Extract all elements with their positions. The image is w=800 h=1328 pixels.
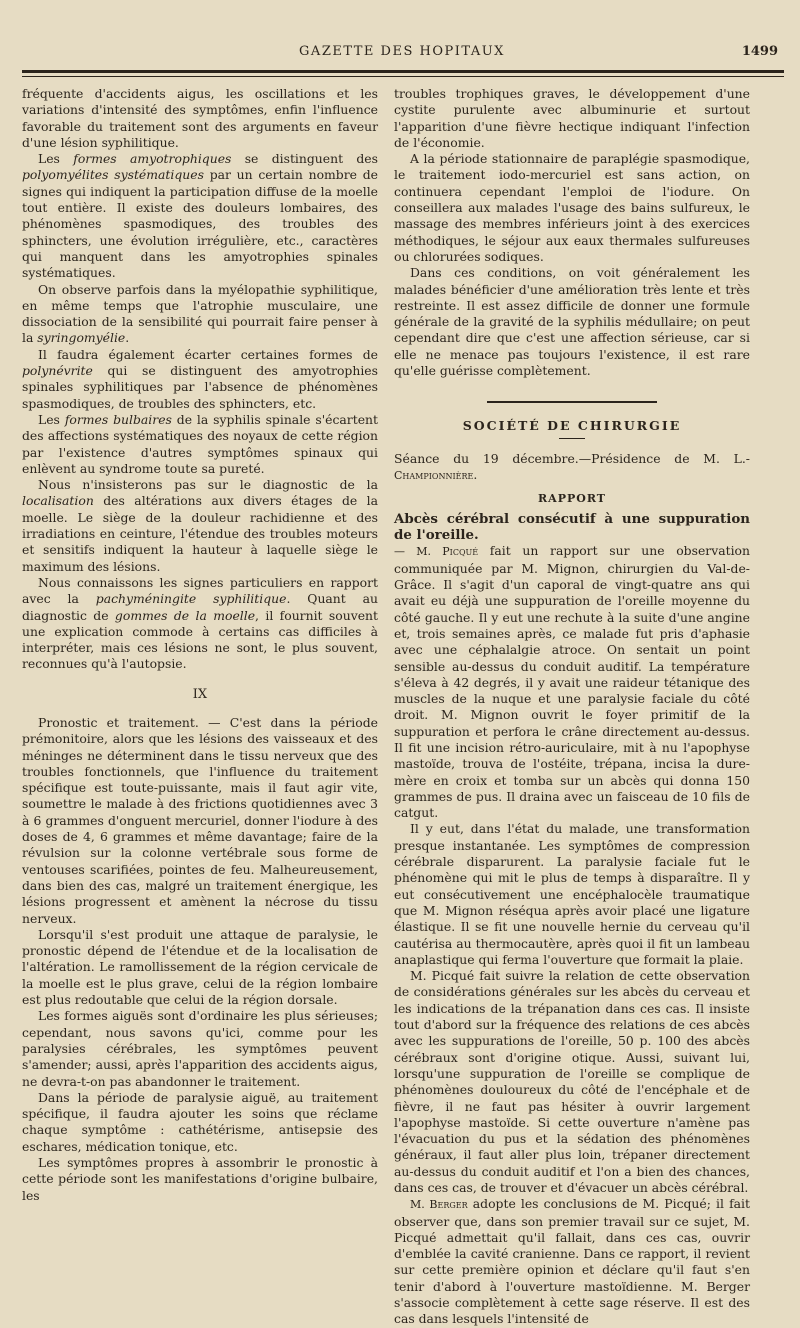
paragraph [22,151,378,281]
text-run: Séance du 19 décembre.—Présidence de M. L.- [394,450,750,466]
speaker-name: M. Berger [410,1198,468,1212]
text-run: Nous connaissons les signes particuliers en rapport avec la [22,574,378,607]
paragraph: troubles trophiques graves, le développement d'une cystite purulente avec albuminurie et surtout l'apparition d'une fièvre hectique indiquant l'infection de l'économie. [394,86,750,150]
italic-term: formes bulbaires [64,411,172,427]
paragraph: M. Picqué fait suivre la relation de cette observation de considérations générales sur les abcès du cerveau et les indications de la trépanation dans ces cas. Il insiste tout d'abord sur la fréquence des relations de ces abcès avec les suppurations de l'oreille, 50 p. 100 des abcès cérébraux sont d'origine otique. Aussi, suivant lui, lorsqu'une suppuration de l'oreille se complique de phénomènes douloureux du côté de l'encéphale et de fièvre, il ne faut pas hésiter à ouvrir largement l'apophyse mastoïde. Si cette ouverture n'amène pas l'évacuation du pus et la sédation des phénomènes généraux, il faut aller plus loin, trépaner directement au-dessus du conduit auditif et l'on a bien des chances, dans ces cas, de trouver et d'évacuer un abcès cérébral. [394,968,750,1195]
page-header [22,42,782,64]
text-run: , il fournit souvent une explication commode à certains cas difficiles à interpréter, mais ces lésions ne sont, le plus souvent, reconnues qu'à l'autopsie. [22,607,378,672]
paragraph [22,477,378,575]
text-run: des altérations aux divers étages de la moelle. Le siège de la douleur rachidienne et des irradiations en ceinture, l'étendue des troubles moteurs et sensitifs indiquent la hauteur à laquelle siège le maximum des lésions. [22,493,378,574]
paragraph [394,1196,750,1327]
paragraph: Lorsqu'il s'est produit une attaque de paralysie, le pronostic dépend de l'étendue et de la localisation de l'altération. Le ramollissement de la région cervicale de la moelle est le plus grave, celui de la région lombaire est plus redoutable que celui de la région dorsale. [22,926,378,1008]
text-run: par un certain nombre de signes qui indiquent la participation diffuse de la moelle tout entière. Il existe des douleurs lombaires, des phénomènes spasmodiques, des troubles des sphincters, une évolution irrégulière, etc., caractères qui manquent dans les amyotrophies spinales systématiques. [22,167,378,281]
short-rule [559,438,585,439]
paragraph [22,347,378,412]
paragraph: Il y eut, dans l'état du malade, une transformation presque instantanée. Les symptômes de compression cérébrale disparurent. La paralysie faciale fut le phénomène qui mit le plus de temps à disparaître. Il y eut consécutivement une encéphalocèle traumatique que M. Mignon réséqua après avoir placé une ligature élastique. Il se fit une nouvelle hernie du cerveau qu'il cautérisa au thermocautère, après quoi il fit un lambeau anaplastique qui ferma l'ouverture que formait la plaie. [394,821,750,967]
separator-bar [487,401,657,403]
text-run: fait un rapport sur une observation communiquée par M. Mignon, chirurgien du Val-de-Grâce. Il s'agit d'un caporal de vingt-quatre ans qui avait eu déjà une suppuration de l'oreille moyenne du côté gauche. Il y eut une rechute à la suite d'une angine et, trois semaines après, ce malade fut pris d'aphasie avec une céphalalgie atroce. On sentait un point sensible au-dessus du conduit auditif. La température s'éleva à 42 degrés, il y avait une raideur tétanique des muscles de la nuque et une paralysie faciale du côté droit. M. Mignon ouvrit le foyer primitif de la suppuration et perfora le crâne directement au-dessus. Il fit une incision rétro-auriculaire, mit à nu l'apophyse mastoïde, trouva de l'ostéite, trépana, incisa la dure-mère en croix et tomba sur un abcès qui donna 150 grammes de pus. Il draina avec un faisceau de 10 fils de catgut. [394,543,751,821]
italic-term: polyomyélites systématiques [22,167,204,183]
rapport-heading: RAPPORT [538,491,606,505]
text-run: qui se distinguent des amyotrophies spinales syphilitiques par l'absence de phénomènes spasmodiques, de troubles des sphincters, etc. [22,363,378,411]
text-run: adopte les conclusions de M. Picqué; il fait observer que, dans son premier travail sur ce sujet, M. Picqué admettait qu'il fallait, dans ces cas, ouvrir d'emblée la cavité cranienne. Dans ce rapport, il revient sur cette première opinion et déclare qu'il faut s'en tenir d'abord à l'ouverture mastoïdienne. M. Berger s'associe complètement à cette sage réserve. Il est des cas dans lesquels l'intensité de [394,1196,750,1327]
paragraph [22,282,378,347]
text-run: . [473,467,478,483]
session-line [394,451,750,485]
text-run: . Quant au diagnostic de [22,591,379,623]
text-run: Les [38,411,65,427]
speaker-name: — M. Picqué [394,545,479,559]
section-separator [394,393,750,409]
paragraph: Les formes aiguës sont d'ordinaire les plus sérieuses; cependant, nous savons qu'ici, comme pour les paralysies cérébrales, les symptômes peuvent s'amender; aussi, après l'apparition des accidents aigus, ne devra-t-on pas abandonner le traitement. [22,1008,378,1089]
header-rule-thin [22,76,784,77]
header-rule-thick [22,70,784,73]
article-subheading: Abcès cérébral consécutif à une suppuration de l'oreille. [394,510,750,544]
paragraph: A la période stationnaire de paraplégie spasmodique, le traitement iodo-mercuriel est sans action, on continuera cependant l'emploi de l'iodure. On conseillera aux malades l'usage des bains sulfureux, le massage des membres inférieurs joint à des exercices méthodiques, le séjour aux eaux thermales sulfureuses ou chlorurées sodiques. [394,151,750,264]
italic-term: polynévrite [22,363,93,379]
text-run: Les [38,151,74,167]
italic-term: syringomyélie [37,330,126,346]
page-number: 1499 [741,44,778,59]
italic-term: formes amyotrophiques [73,151,232,167]
text-run: On observe parfois dans la myélopathie syphilitique, en même temps que l'atrophie musculaire, une dissociation de la sensibilité qui pourrait faire penser à la [22,281,378,346]
italic-term: gommes de la moelle [114,607,256,623]
paragraph: Dans la période de paralysie aiguë, au traitement spécifique, il faudra ajouter les soins que réclame chaque symptôme : cathétérisme, antisepsie des eschares, médication tonique, etc. [22,1089,378,1154]
running-title: GAZETTE DES HOPITAUX [299,44,505,59]
text-run: de la syphilis spinale s'écartent des affections systématiques des noyaux de cette région par l'existence d'autres symptômes spinaux qui enlèvent au syndrome toute sa pureté. [22,411,378,476]
section-numeral: IX [192,686,208,702]
paragraph: fréquente d'accidents aigus, les oscillations et les variations d'intensité des symptômes, enfin l'influence favorable du traitement sont des arguments en faveur d'une lésion syphilitique. [22,86,378,150]
italic-term: localisation [22,493,94,509]
paragraph: Les symptômes propres à assombrir le pronostic à cette période sont les manifestations d'origine bulbaire, les [22,1155,378,1203]
italic-term: pachyméningite syphilitique [95,591,287,607]
left-column [22,86,378,1204]
paragraph: Pronostic et traitement. — C'est dans la période prémonitoire, alors que les lésions des vaisseaux et des méninges ne déterminent dans le tissu nerveux que des troubles fonctionnels, que l'influence du traitement spécifique est toute-puissante, mais il faut agir vite, soumettre le malade à des frictions quotidiennes avec 3 à 6 grammes d'onguent mercuriel, donner l'iodure à des doses de 4, 6 grammes et même davantage; faire de la révulsion sur la colonne vertébrale sous forme de ventouses scarifiées, pointes de feu. Malheureusement, dans bien des cas, malgré un traitement énergique, les lésions progressent et amènent la nécrose du tissu nerveux. [22,714,378,926]
text-run: Nous n'insisterons pas sur le diagnostic de la [38,477,378,493]
society-heading: SOCIÉTÉ DE CHIRURGIE [462,417,682,433]
president-name: Championnière [394,469,474,483]
paragraph [22,412,378,477]
paragraph: Dans ces conditions, on voit généralement les malades bénéficier d'une amélioration très lente et très restreinte. Il est assez difficile de donner une formule générale de la gravité de la syphilis médullaire; on peut cependant dire que c'est une affection sérieuse, car si elle ne menace pas toujours l'existence, il est rare qu'elle guérisse complètement. [394,265,750,379]
text-run: . [125,330,130,346]
text-run: se distinguent des [231,151,378,167]
paragraph [394,543,750,821]
right-column [394,86,750,1328]
paragraph [22,575,378,673]
text-run: Il faudra également écarter certaines formes de [38,346,378,362]
